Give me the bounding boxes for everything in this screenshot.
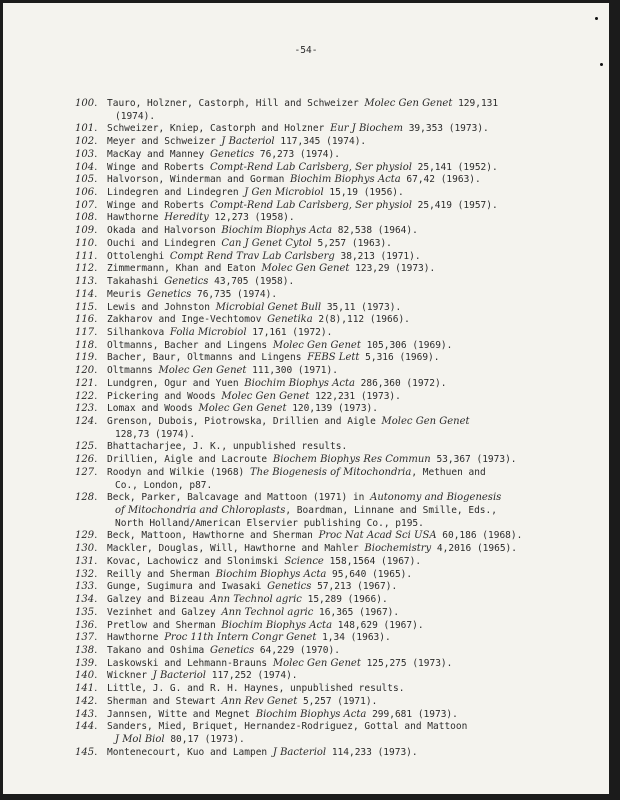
reference-text: Pretlow and Sherman Biochim Biophys Acta 148,629 (1967).	[107, 619, 424, 631]
reference-text: Meyer and Schweizer J Bacteriol 117,345 (1974).	[107, 136, 367, 148]
journal-title: J Gen Microbiol	[244, 187, 324, 199]
reference-text: Ouchi and Lindegren Can J Genet Cytol 5,257 (1963).	[107, 237, 392, 249]
reference-number: 127.	[75, 466, 98, 478]
reference-number: 144.	[75, 721, 98, 733]
reference-text: Wickner J Bacteriol 117,252 (1974).	[107, 670, 298, 682]
reference-text: Jannsen, Witte and Megnet Biochim Biophys Acta 299,681 (1973).	[107, 708, 458, 720]
journal-title: J Mol Biol	[115, 733, 165, 745]
journal-title: Biochim Biophys Acta	[290, 174, 401, 186]
reference-number: 109.	[75, 225, 98, 237]
reference-text: Galzey and Bizeau Ann Technol agric 15,289 (1966).	[107, 594, 388, 606]
reference-number: 142.	[75, 695, 98, 707]
reference-text: Lewis and Johnston Microbial Genet Bull 35,11 (1973).	[107, 301, 402, 313]
reference-text: Reilly and Sherman Biochim Biophys Acta 95,640 (1965).	[107, 568, 413, 580]
reference-continuation-line: 128,73 (1974).	[115, 428, 196, 440]
reference-number: 108.	[75, 212, 98, 224]
reference-number: 117.	[75, 326, 98, 338]
reference-number: 134.	[75, 594, 98, 606]
journal-title: Biochim Biophys Acta	[221, 225, 333, 237]
journal-title: Ann Technol agric	[221, 606, 314, 618]
reference-text: Halvorson, Winderman and Gorman Biochim Biophys Acta 67,42 (1963).	[107, 174, 481, 186]
reference-text: Lindegren and Lindegren J Gen Microbiol 15,19 (1956).	[107, 187, 404, 199]
journal-title: Compt-Rend Lab Carlsberg, Ser physiol	[209, 161, 412, 173]
reference-number: 141.	[75, 683, 98, 695]
reference-item	[75, 594, 555, 607]
reference-text: Sherman and Stewart Ann Rev Genet 5,257 (1971).	[107, 695, 378, 707]
reference-item	[75, 391, 555, 404]
journal-title: Molec Gen Genet	[381, 416, 470, 427]
reference-number: 137.	[75, 632, 98, 644]
reference-text: Laskowski and Lehmann-Brauns Molec Gen Genet 125,275 (1973).	[107, 657, 453, 669]
journal-title: Molec Gen Genet	[261, 263, 350, 275]
reference-number: 113.	[75, 276, 98, 288]
journal-title: Ann Technol agric	[209, 594, 302, 606]
journal-title: Genetics	[267, 581, 312, 593]
reference-number: 122.	[75, 390, 98, 402]
journal-title: Proc 11th Intern Congr Genet	[164, 632, 317, 644]
margin-mark	[600, 63, 603, 66]
reference-text: Kovac, Lachowicz and Slonimski Science 158,1564 (1967).	[107, 555, 422, 567]
reference-text: Bhattacharjee, J. K., unpublished results.	[107, 441, 348, 453]
journal-title: Heredity	[164, 212, 209, 224]
reference-number: 102.	[75, 136, 98, 148]
reference-number: 100.	[75, 98, 98, 109]
reference-number: 130.	[75, 543, 98, 555]
reference-number: 125.	[75, 441, 98, 453]
reference-text: Hawthorne Proc 11th Intern Congr Genet 1,34 (1963).	[107, 632, 391, 644]
reference-item	[75, 658, 555, 671]
reference-item	[75, 645, 555, 658]
reference-item	[75, 251, 555, 264]
reference-number: 123.	[75, 403, 98, 415]
reference-number: 135.	[75, 606, 98, 618]
journal-title: Genetics	[164, 276, 209, 288]
reference-item	[75, 98, 555, 123]
reference-item	[75, 289, 555, 302]
page-number: -54-	[294, 45, 318, 56]
journal-title: Biochim Biophys Acta	[221, 619, 333, 631]
reference-item	[75, 200, 555, 213]
reference-number: 115.	[75, 301, 98, 313]
reference-item	[75, 467, 555, 492]
journal-title: Genetika	[267, 314, 313, 326]
reference-item	[75, 149, 555, 162]
reference-item	[75, 162, 555, 175]
reference-number: 107.	[75, 199, 98, 211]
reference-number: 116.	[75, 314, 98, 326]
journal-title: Eur J Biochem	[330, 123, 403, 135]
reference-item	[75, 378, 555, 391]
journal-title: J Bacteriol	[152, 670, 206, 682]
journal-title: Genetics	[209, 644, 255, 656]
reference-continuation-line: J Mol Biol 80,17 (1973).	[115, 733, 245, 745]
reference-item	[75, 174, 555, 187]
reference-number: 139.	[75, 657, 98, 669]
reference-number: 131.	[75, 555, 98, 567]
journal-title: Biochem Biophys Res Commun	[272, 454, 431, 466]
reference-item	[75, 314, 555, 327]
reference-number: 101.	[75, 123, 98, 135]
reference-item	[75, 696, 555, 709]
journal-title: J Bacteriol	[272, 746, 327, 758]
reference-number: 106.	[75, 187, 98, 199]
reference-item	[75, 212, 555, 225]
reference-item	[75, 302, 555, 315]
journal-title: Biochim Biophys Acta	[255, 708, 367, 720]
journal-title: Genetics	[209, 148, 255, 160]
reference-continuation-line: (1974).	[115, 110, 156, 122]
document-page	[3, 3, 609, 794]
reference-text: Little, J. G. and R. H. Haynes, unpublished results.	[107, 683, 405, 695]
reference-number: 143.	[75, 708, 98, 720]
journal-title: J Bacteriol	[221, 136, 275, 148]
reference-text: Hawthorne Heredity 12,273 (1958).	[107, 212, 295, 224]
journal-title: Molec Gen Genet	[272, 339, 361, 351]
reference-item	[75, 225, 555, 238]
reference-item	[75, 556, 555, 569]
reference-item	[75, 543, 555, 556]
reference-text: Zimmermann, Khan and Eaton Molec Gen Genet 123,29 (1973).	[107, 263, 436, 275]
reference-item	[75, 276, 555, 289]
reference-text: Gunge, Sugimura and Iwasaki Genetics 57,213 (1967).	[107, 581, 398, 593]
journal-title: Ann Rev Genet	[221, 695, 298, 707]
journal-title: FEBS Lett	[307, 352, 360, 364]
reference-item	[75, 403, 555, 416]
reference-text: Ottolenghi Compt Rend Trav Lab Carlsberg 38,213 (1971).	[107, 250, 421, 262]
journal-title: Biochim Biophys Acta	[244, 377, 355, 389]
reference-item	[75, 441, 555, 454]
reference-text: MacKay and Manney Genetics 76,273 (1974).	[107, 148, 340, 160]
reference-number: 114.	[75, 288, 98, 300]
reference-item	[75, 340, 555, 353]
reference-item	[75, 620, 555, 633]
reference-item	[75, 530, 555, 543]
reference-text: Tauro, Holzner, Castorph, Hill and Schweizer Molec Gen Genet 129,131	[107, 98, 499, 109]
reference-item	[75, 747, 555, 760]
reference-text: Takahashi Genetics 43,705 (1958).	[107, 276, 295, 288]
reference-text: Okada and Halvorson Biochim Biophys Acta 82,538 (1964).	[107, 225, 418, 237]
reference-text: Mackler, Douglas, Will, Hawthorne and Mahler Biochemistry 4,2016 (1965).	[107, 543, 517, 555]
reference-number: 133.	[75, 581, 98, 593]
reference-item	[75, 416, 555, 441]
reference-item	[75, 569, 555, 582]
reference-item	[75, 123, 555, 136]
reference-continuation-line: Co., London, p87.	[115, 479, 213, 491]
reference-item	[75, 187, 555, 200]
journal-title: Molec Gen Genet	[198, 403, 287, 415]
reference-item	[75, 454, 555, 467]
reference-text: Winge and Roberts Compt-Rend Lab Carlsberg, Ser physiol 25,419 (1957).	[107, 199, 498, 211]
reference-text: Winge and Roberts Compt-Rend Lab Carlsberg, Ser physiol 25,141 (1952).	[107, 161, 498, 173]
reference-text: Bacher, Baur, Oltmanns and Lingens FEBS Lett 5,316 (1969).	[107, 352, 440, 364]
journal-title: Molec Gen Genet	[272, 657, 361, 669]
journal-title: Molec Gen Genet	[221, 390, 310, 402]
journal-title: Can J Genet Cytol	[221, 237, 312, 249]
journal-title: Biochemistry	[364, 543, 432, 555]
journal-title: Compt-Rend Lab Carlsberg, Ser physiol	[209, 199, 412, 211]
reference-item	[75, 670, 555, 683]
reference-item	[75, 365, 555, 378]
reference-text: Schweizer, Kniep, Castorph and Holzner Eur J Biochem 39,353 (1973).	[107, 123, 489, 135]
reference-number: 120.	[75, 365, 98, 377]
reference-text: Drillien, Aigle and Lacroute Biochem Biophys Res Commun 53,367 (1973).	[107, 454, 517, 466]
reference-text: Oltmanns Molec Gen Genet 111,300 (1971).	[107, 365, 338, 377]
reference-number: 132.	[75, 568, 98, 580]
journal-title: Genetics	[147, 288, 192, 300]
reference-item	[75, 709, 555, 722]
reference-text: Beck, Parker, Balcavage and Mattoon (1971) in Autonomy and Biogenesis	[107, 492, 502, 504]
reference-text: Takano and Oshima Genetics 64,229 (1970).	[107, 644, 340, 656]
reference-item	[75, 352, 555, 365]
reference-number: 104.	[75, 161, 98, 173]
journal-title: Folia Microbiol	[169, 326, 247, 338]
reference-text: Pickering and Woods Molec Gen Genet 122,231 (1973).	[107, 390, 401, 402]
reference-text: Roodyn and Wilkie (1968) The Biogenesis of Mitochondria, Methuen and	[107, 466, 486, 478]
reference-item	[75, 721, 555, 746]
reference-text: Oltmanns, Bacher and Lingens Molec Gen Genet 105,306 (1969).	[107, 339, 453, 351]
journal-title: Microbial Genet Bull	[215, 301, 322, 313]
reference-item	[75, 238, 555, 251]
reference-text: Sanders, Mied, Briquet, Hernandez-Rodriguez, Gottal and Mattoon	[107, 721, 468, 733]
reference-continuation-line: of Mitochondria and Chloroplasts, Boardman, Linnane and Smille, Eds.,	[115, 505, 497, 517]
reference-number: 129.	[75, 530, 98, 542]
reference-item	[75, 136, 555, 149]
reference-number: 112.	[75, 263, 98, 275]
reference-number: 126.	[75, 454, 98, 466]
reference-item	[75, 632, 555, 645]
reference-number: 119.	[75, 352, 98, 364]
journal-title: Biochim Biophys Acta	[215, 568, 327, 580]
reference-number: 118.	[75, 339, 98, 351]
reference-number: 121.	[75, 377, 98, 389]
reference-text: Montenecourt, Kuo and Lampen J Bacteriol 114,233 (1973).	[107, 746, 418, 758]
reference-text: Lundgren, Ogur and Yuen Biochim Biophys Acta 286,360 (1972).	[107, 377, 447, 389]
journal-title: of Mitochondria and Chloroplasts	[115, 505, 286, 517]
reference-item	[75, 327, 555, 340]
reference-number: 103.	[75, 148, 98, 160]
reference-text: Meuris Genetics 76,735 (1974).	[107, 288, 278, 300]
reference-number: 128.	[75, 492, 98, 504]
reference-number: 124.	[75, 416, 98, 427]
reference-number: 105.	[75, 174, 98, 186]
reference-number: 110.	[75, 237, 98, 249]
reference-text: Vezinhet and Galzey Ann Technol agric 16,365 (1967).	[107, 606, 400, 618]
reference-number: 138.	[75, 644, 98, 656]
reference-continuation-line: North Holland/American Elservier publishing Co., p195.	[115, 517, 424, 529]
reference-number: 140.	[75, 670, 98, 682]
journal-title: Proc Nat Acad Sci USA	[318, 530, 437, 542]
reference-item	[75, 581, 555, 594]
reference-item	[75, 683, 555, 696]
journal-title: Science	[284, 555, 324, 567]
reference-text: Silhankova Folia Microbiol 17,161 (1972).	[107, 326, 333, 338]
journal-title: Autonomy and Biogenesis	[370, 492, 502, 504]
reference-text: Zakharov and Inge-Vechtomov Genetika 2(8),112 (1966).	[107, 314, 410, 326]
journal-title: Compt Rend Trav Lab Carlsberg	[169, 250, 335, 262]
reference-item	[75, 263, 555, 276]
reference-text: Grenson, Dubois, Piotrowska, Drillien and Aigle Molec Gen Genet	[107, 416, 470, 427]
journal-title: The Biogenesis of Mitochondria	[250, 466, 412, 478]
reference-number: 136.	[75, 619, 98, 631]
margin-mark	[595, 17, 598, 20]
journal-title: Molec Gen Genet	[364, 98, 453, 109]
reference-text: Lomax and Woods Molec Gen Genet 120,139 (1973).	[107, 403, 378, 415]
reference-number: 145.	[75, 746, 98, 758]
reference-text: Beck, Mattoon, Hawthorne and Sherman Proc Nat Acad Sci USA 60,186 (1968).	[107, 530, 523, 542]
reference-number: 111.	[75, 250, 98, 262]
journal-title: Molec Gen Genet	[158, 365, 247, 377]
reference-item	[75, 607, 555, 620]
reference-item	[75, 492, 555, 530]
